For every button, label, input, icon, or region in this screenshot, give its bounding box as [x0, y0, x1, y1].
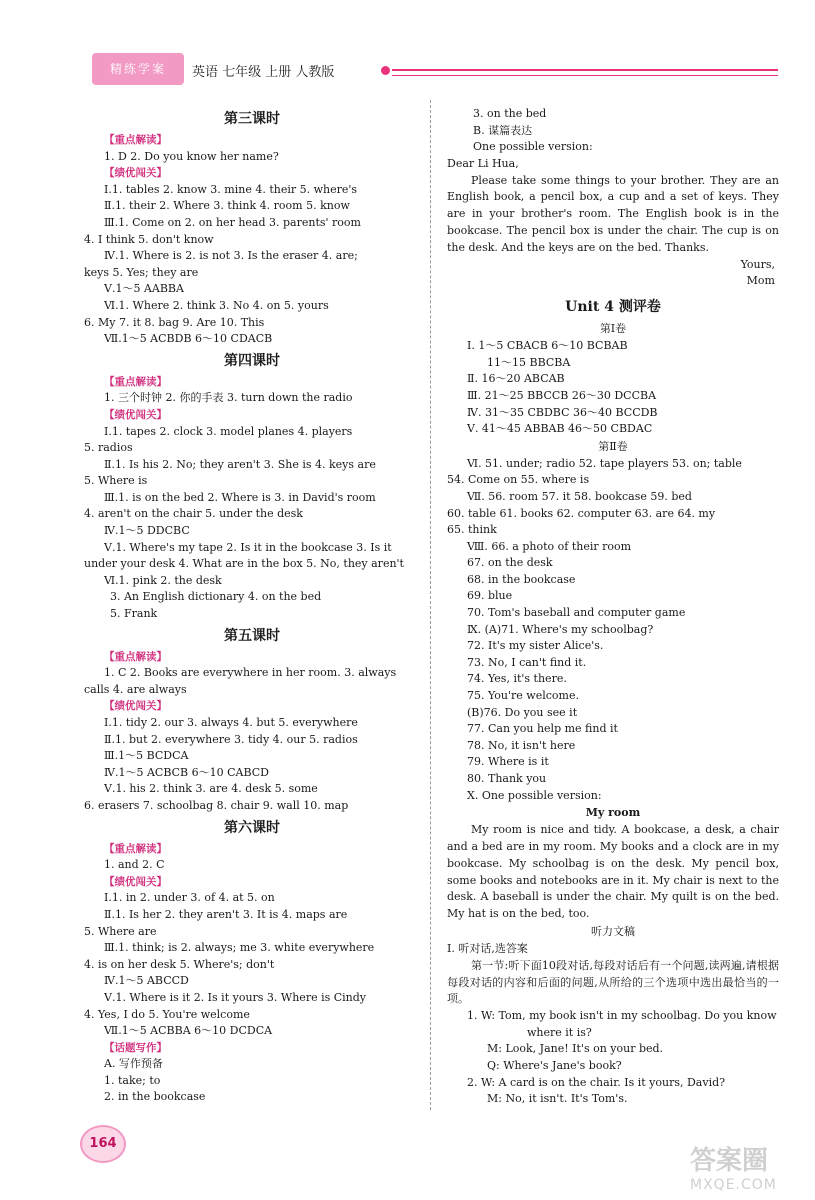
unit-test-title: Unit 4 测评卷 [565, 299, 661, 316]
answer-line: 4. Yes, I do 5. You're welcome [84, 1007, 250, 1021]
left-column [84, 106, 420, 1106]
dialogue-line: Q: Where's Jane's book? [487, 1058, 622, 1072]
section-tag: 【重点解读】 [104, 134, 167, 146]
answer-line: Ⅱ. 16～20 ABCAB [467, 372, 565, 386]
watermark-url: MXQE.COM [690, 1177, 777, 1193]
answer-line: Ⅴ.1. his 2. think 3. are 4. desk 5. some [104, 782, 318, 796]
answer-line: Ⅹ. One possible version: [467, 788, 602, 802]
answer-line: Ⅱ.1. their 2. Where 3. think 4. room 5. know [104, 199, 350, 213]
answer-line: 73. No, I can't find it. [467, 655, 587, 669]
answer-line: 5. radios [84, 441, 133, 455]
answer-line: 67. on the desk [467, 556, 553, 570]
answer-line: 3. An English dictionary 4. on the bed [110, 590, 322, 604]
answer-line: Ⅴ.1. Where is it 2. Is it yours 3. Where is Cindy [104, 990, 367, 1004]
answer-line: Ⅱ.1. Is his 2. No; they aren't 3. She is 4. keys are [104, 457, 376, 471]
answer-line: 1. take; to [104, 1073, 161, 1087]
book-title: 英语 七年级 上册 人教版 [192, 65, 335, 80]
answer-line: Ⅰ.1. in 2. under 3. of 4. at 5. on [104, 891, 275, 905]
answer-line: 3. on the bed [473, 107, 547, 120]
answer-line: Ⅲ. 21～25 BBCCB 26～30 DCCBA [467, 388, 657, 402]
answer-line: Ⅶ.1～5 ACBBA 6～10 DCDCA [104, 1024, 273, 1038]
section-tag: 【绩优闯关】 [104, 408, 167, 421]
answer-line: 75. You're welcome. [467, 689, 579, 703]
answer-line: 54. Come on 55. where is [447, 473, 590, 487]
page-number: 164 [80, 1125, 126, 1163]
answer-line: 65. think [447, 523, 497, 537]
answer-line: Ⅸ. (A)71. Where's my schoolbag? [467, 622, 654, 636]
answer-line: under your desk 4. What are in the box 5. No, they aren't [84, 557, 404, 571]
answer-line: Ⅵ.1. pink 2. the desk [104, 573, 222, 587]
answer-line: 60. table 61. books 62. computer 63. are 64. my [447, 506, 716, 520]
answer-line: Ⅲ.1. Come on 2. on her head 3. parents' room [104, 215, 361, 229]
answer-line: One possible version: [473, 140, 593, 154]
letter-signature: Mom [746, 274, 775, 288]
answer-line: calls 4. are always [84, 682, 187, 696]
listening-title: 听力文稿 [591, 924, 635, 938]
part-title: 第Ⅱ卷 [598, 439, 628, 453]
answer-line: keys 5. Yes; they are [84, 265, 199, 279]
header-rule-thin [392, 75, 778, 76]
answer-line: 78. No, it isn't here [467, 738, 576, 752]
answer-line: Ⅳ.1～5 DDCBC [104, 524, 190, 538]
answer-line: A. 写作预备 [104, 1057, 163, 1071]
answer-line: Ⅶ.1～5 ACBDB 6～10 CDACB [104, 332, 273, 346]
answer-line: 4. aren't on the chair 5. under the desk [84, 507, 303, 521]
answer-line: 68. in the bookcase [467, 572, 576, 586]
answer-line: Ⅳ.1～5 ABCCD [104, 974, 189, 988]
listening-instructions: 第一节:听下面10段对话,每段对话后有一个问题,读两遍,请根据每段对话的内容和后面的问题,从所给的三个选项中选出最恰当的一项。 [447, 958, 779, 1006]
answer-line: Ⅴ. 41～45 ABBAB 46～50 CBDAC [467, 422, 653, 436]
answer-line: 6. erasers 7. schoolbag 8. chair 9. wall 10. map [84, 798, 349, 812]
answer-line: 6. My 7. it 8. bag 9. Are 10. This [84, 315, 265, 329]
answer-line: 1. D 2. Do you know her name? [104, 149, 279, 163]
section-tag: 【重点解读】 [104, 842, 167, 855]
answer-line: 5. Frank [110, 607, 158, 621]
answer-line: 80. Thank you [467, 772, 547, 785]
page-header [0, 48, 815, 88]
answer-line: Ⅷ. 66. a photo of their room [467, 539, 632, 553]
answer-line: Ⅱ.1. but 2. everywhere 3. tidy 4. our 5. radios [104, 732, 358, 746]
column-divider [430, 100, 431, 1110]
answer-line: Ⅱ.1. Is her 2. they aren't 3. It is 4. maps are [104, 907, 348, 921]
answer-line: B. 谋篇表达 [473, 123, 533, 137]
letter-close: Yours, [740, 257, 775, 271]
answer-line: 69. blue [467, 589, 513, 603]
dialogue-line: M: No, it isn't. It's Tom's. [487, 1092, 628, 1106]
right-column [447, 106, 779, 1108]
section-title: 第四课时 [224, 352, 280, 369]
letter-greeting: Dear Li Hua, [447, 156, 519, 170]
section-tag: 【重点解读】 [104, 650, 167, 663]
listening-section: Ⅰ. 听对话,选答案 [447, 941, 528, 955]
answer-line: 2. in the bookcase [104, 1090, 206, 1104]
dialogue-line: where it is? [527, 1025, 592, 1039]
answer-line: 1. 三个时钟 2. 你的手表 3. turn down the radio [104, 391, 353, 405]
dialogue-line: M: Look, Jane! It's on your bed. [487, 1042, 664, 1056]
section-tag: 【绩优闯关】 [104, 700, 167, 713]
answer-line: 11～15 BBCBA [487, 355, 571, 369]
answer-line: Ⅲ.1. think; is 2. always; me 3. white everywhere [104, 941, 375, 955]
answer-line: Ⅰ.1. tables 2. know 3. mine 4. their 5. where's [104, 182, 358, 196]
header-rule [392, 69, 778, 71]
watermark-main: 答案圈 [690, 1146, 769, 1176]
answer-line: 5. Where are [84, 924, 157, 938]
answer-line: Ⅳ.1～5 ACBCB 6～10 CABCD [104, 765, 269, 779]
answer-line: Ⅰ. 1～5 CBACB 6～10 BCBAB [467, 339, 628, 353]
section-title: 第三课时 [224, 111, 280, 127]
answer-line: 4. I think 5. don't know [84, 232, 214, 246]
answer-line: Ⅵ.1. Where 2. think 3. No 4. on 5. yours [104, 298, 329, 312]
answer-line: 77. Can you help me find it [467, 722, 618, 736]
answer-line: Ⅲ.1～5 BCDCA [104, 749, 189, 763]
dialogue-line: 2. W: A card is on the chair. Is it yours, David? [467, 1075, 726, 1089]
essay-body: My room is nice and tidy. A bookcase, a desk, a chair and a bed are in my room. My books and a clock are in my bookcase. My schoolbag is on the desk. My pencil box, some books and notebooks are in it. My chair is next to the desk. A baseball is under the chair. My quilt is on the bed. My hat is on the bed, too. [447, 823, 779, 921]
answer-line: Ⅲ.1. is on the bed 2. Where is 3. in David's room [104, 490, 376, 504]
answer-line: 1. and 2. C [104, 858, 165, 872]
answer-line: 4. is on her desk 5. Where's; don't [84, 957, 275, 971]
answer-line: 72. It's my sister Alice's. [467, 639, 604, 653]
part-title: 第Ⅰ卷 [599, 322, 627, 336]
answer-line: 74. Yes, it's there. [467, 672, 567, 686]
watermark [690, 1140, 777, 1193]
answer-line: Ⅶ. 56. room 57. it 58. bookcase 59. bed [467, 489, 692, 503]
section-tag: 【绩优闯关】 [104, 167, 167, 180]
series-badge: 精练学案 [92, 53, 184, 85]
section-tag: 【绩优闯关】 [104, 875, 167, 888]
essay-title: My room [585, 806, 641, 820]
letter-body: Please take some things to your brother. They are an English book, a pencil box, a cup and a set of keys. They are in your brother's room. The English book is in the bookcase. The pencil box is under the chair. The cup is on the desk. And the keys are on the bed. Thanks. [447, 173, 779, 254]
section-title: 第六课时 [224, 819, 280, 836]
section-tag: 【重点解读】 [104, 375, 167, 388]
section-tag: 【话题写作】 [104, 1041, 167, 1054]
answer-line: Ⅳ.1. Where is 2. is not 3. Is the eraser 4. are; [104, 249, 358, 263]
answer-line: (B)76. Do you see it [467, 705, 578, 719]
answer-line: Ⅰ.1. tapes 2. clock 3. model planes 4. players [104, 424, 353, 438]
answer-line: Ⅴ.1～5 AABBA [104, 282, 184, 296]
header-dot [381, 66, 390, 75]
answer-line: 1. C 2. Books are everywhere in her room. 3. always [104, 666, 397, 680]
answer-line: 70. Tom's baseball and computer game [467, 606, 686, 620]
answer-line: Ⅴ.1. Where's my tape 2. Is it in the bookcase 3. Is it [104, 540, 392, 554]
answer-line: 79. Where is it [467, 755, 549, 769]
answer-line: Ⅳ. 31～35 CBDBC 36～40 BCCDB [467, 405, 658, 419]
answer-line: Ⅰ.1. tidy 2. our 3. always 4. but 5. everywhere [104, 716, 358, 729]
dialogue-line: 1. W: Tom, my book isn't in my schoolbag. Do you know [467, 1009, 777, 1023]
section-title: 第五课时 [224, 627, 280, 644]
answer-line: Ⅵ. 51. under; radio 52. tape players 53. on; table [467, 456, 742, 470]
answer-line: 5. Where is [84, 474, 148, 488]
